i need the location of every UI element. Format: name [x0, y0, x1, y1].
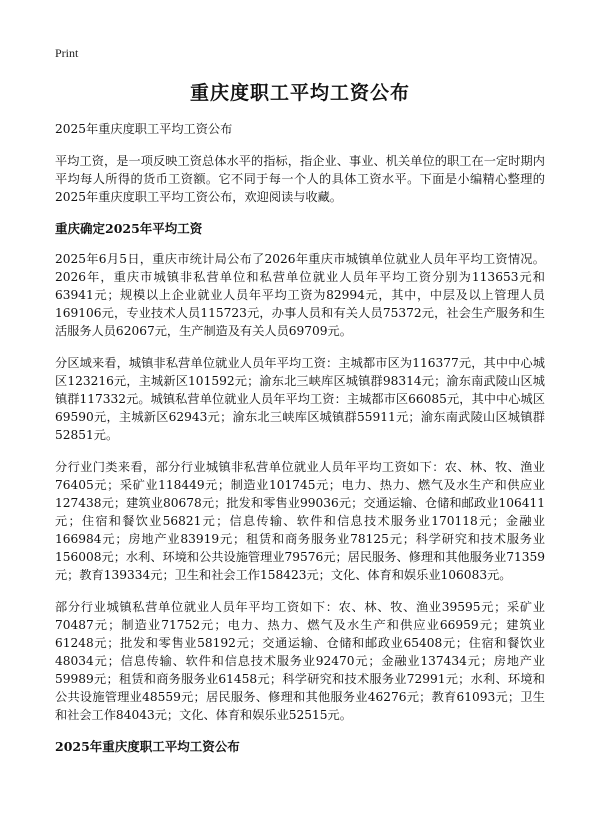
article-body — [55, 120, 545, 768]
section-heading: 2025年重庆度职工平均工资公布 — [55, 739, 240, 754]
paragraph-nonprivate-industries: 分行业门类来看，部分行业城镇非私营单位就业人员年平均工资如下：农、林、牧、渔业76405元；采矿业118449元；制造业101745元；电力、热力、燃气及水生产和供应业127438元；建筑业80678元；批发和零售业99036元；交通运输、仓储和邮政业106411元；住宿和餐饮业56821元；信息传输、软件和信息技术服务业170118元；金融业166984元；房地产业83919元；租赁和商务服务业78125元；科学研究和技术服务业156008元；水利、环境和公共设施管理业79576元；居民服务、修理和其他服务业71359元；教育139334元；卫生和社会工作158423元；文化、体育和娱乐业106083元。 — [55, 460, 545, 582]
paragraph-overview: 2025年6月5日，重庆市统计局公布了2026年重庆市城镇单位就业人员年平均工资情况。2026年，重庆市城镇非私营单位和私营单位就业人员年平均工资分别为113653元和63941元；规模以上企业就业人员年平均工资为82994元，其中，中层及以上管理人员169106元，专业技术人员115723元，办事人员和有关人员75372元，社会生产服务和生活服务人员62067元，生产制造及有关人员69709元。 — [55, 252, 545, 338]
section-heading: 重庆确定2025年平均工资 — [55, 221, 203, 236]
page-title: 重庆度职工平均工资公布 — [189, 82, 410, 104]
paragraph-private-industries: 部分行业城镇私营单位就业人员年平均工资如下：农、林、牧、渔业39595元；采矿业70487元；制造业71752元；电力、热力、燃气及水生产和供应业66959元；建筑业61248元；批发和零售业58192元；交通运输、仓储和邮政业65408元；住宿和餐饮业48034元；信息传输、软件和信息技术服务业92470元；金融业137434元；房地产业59989元；租赁和商务服务业61458元；科学研究和技术服务业72991元；水利、环境和公共设施管理业48559元；居民服务、修理和其他服务业46276元；教育61093元；卫生和社会工作84043元；文化、体育和娱乐业52515元。 — [55, 600, 545, 722]
paragraph-regions: 分区域来看，城镇非私营单位就业人员年平均工资：主城都市区为116377元，其中中心城区123216元，主城新区101592元；渝东北三峡库区城镇群98314元；渝东南武陵山区城镇群117332元。城镇私营单位就业人员年平均工资：主城都市区66085元，其中中心城区69590元，主城新区62943元；渝东北三峡库区城镇群55911元；渝东南武陵山区城镇群52851元。 — [55, 356, 545, 442]
intro-paragraph: 平均工资，是一项反映工资总体水平的指标，指企业、事业、机关单位的职工在一定时期内平均每人所得的货币工资额。它不同于每一个人的具体工资水平。下面是小编精心整理的2025年重庆度职工平均工资公布，欢迎阅读与收藏。 — [55, 154, 545, 204]
print-link[interactable]: Print — [55, 46, 79, 60]
article-subtitle: 2025年重庆度职工平均工资公布 — [55, 122, 233, 136]
